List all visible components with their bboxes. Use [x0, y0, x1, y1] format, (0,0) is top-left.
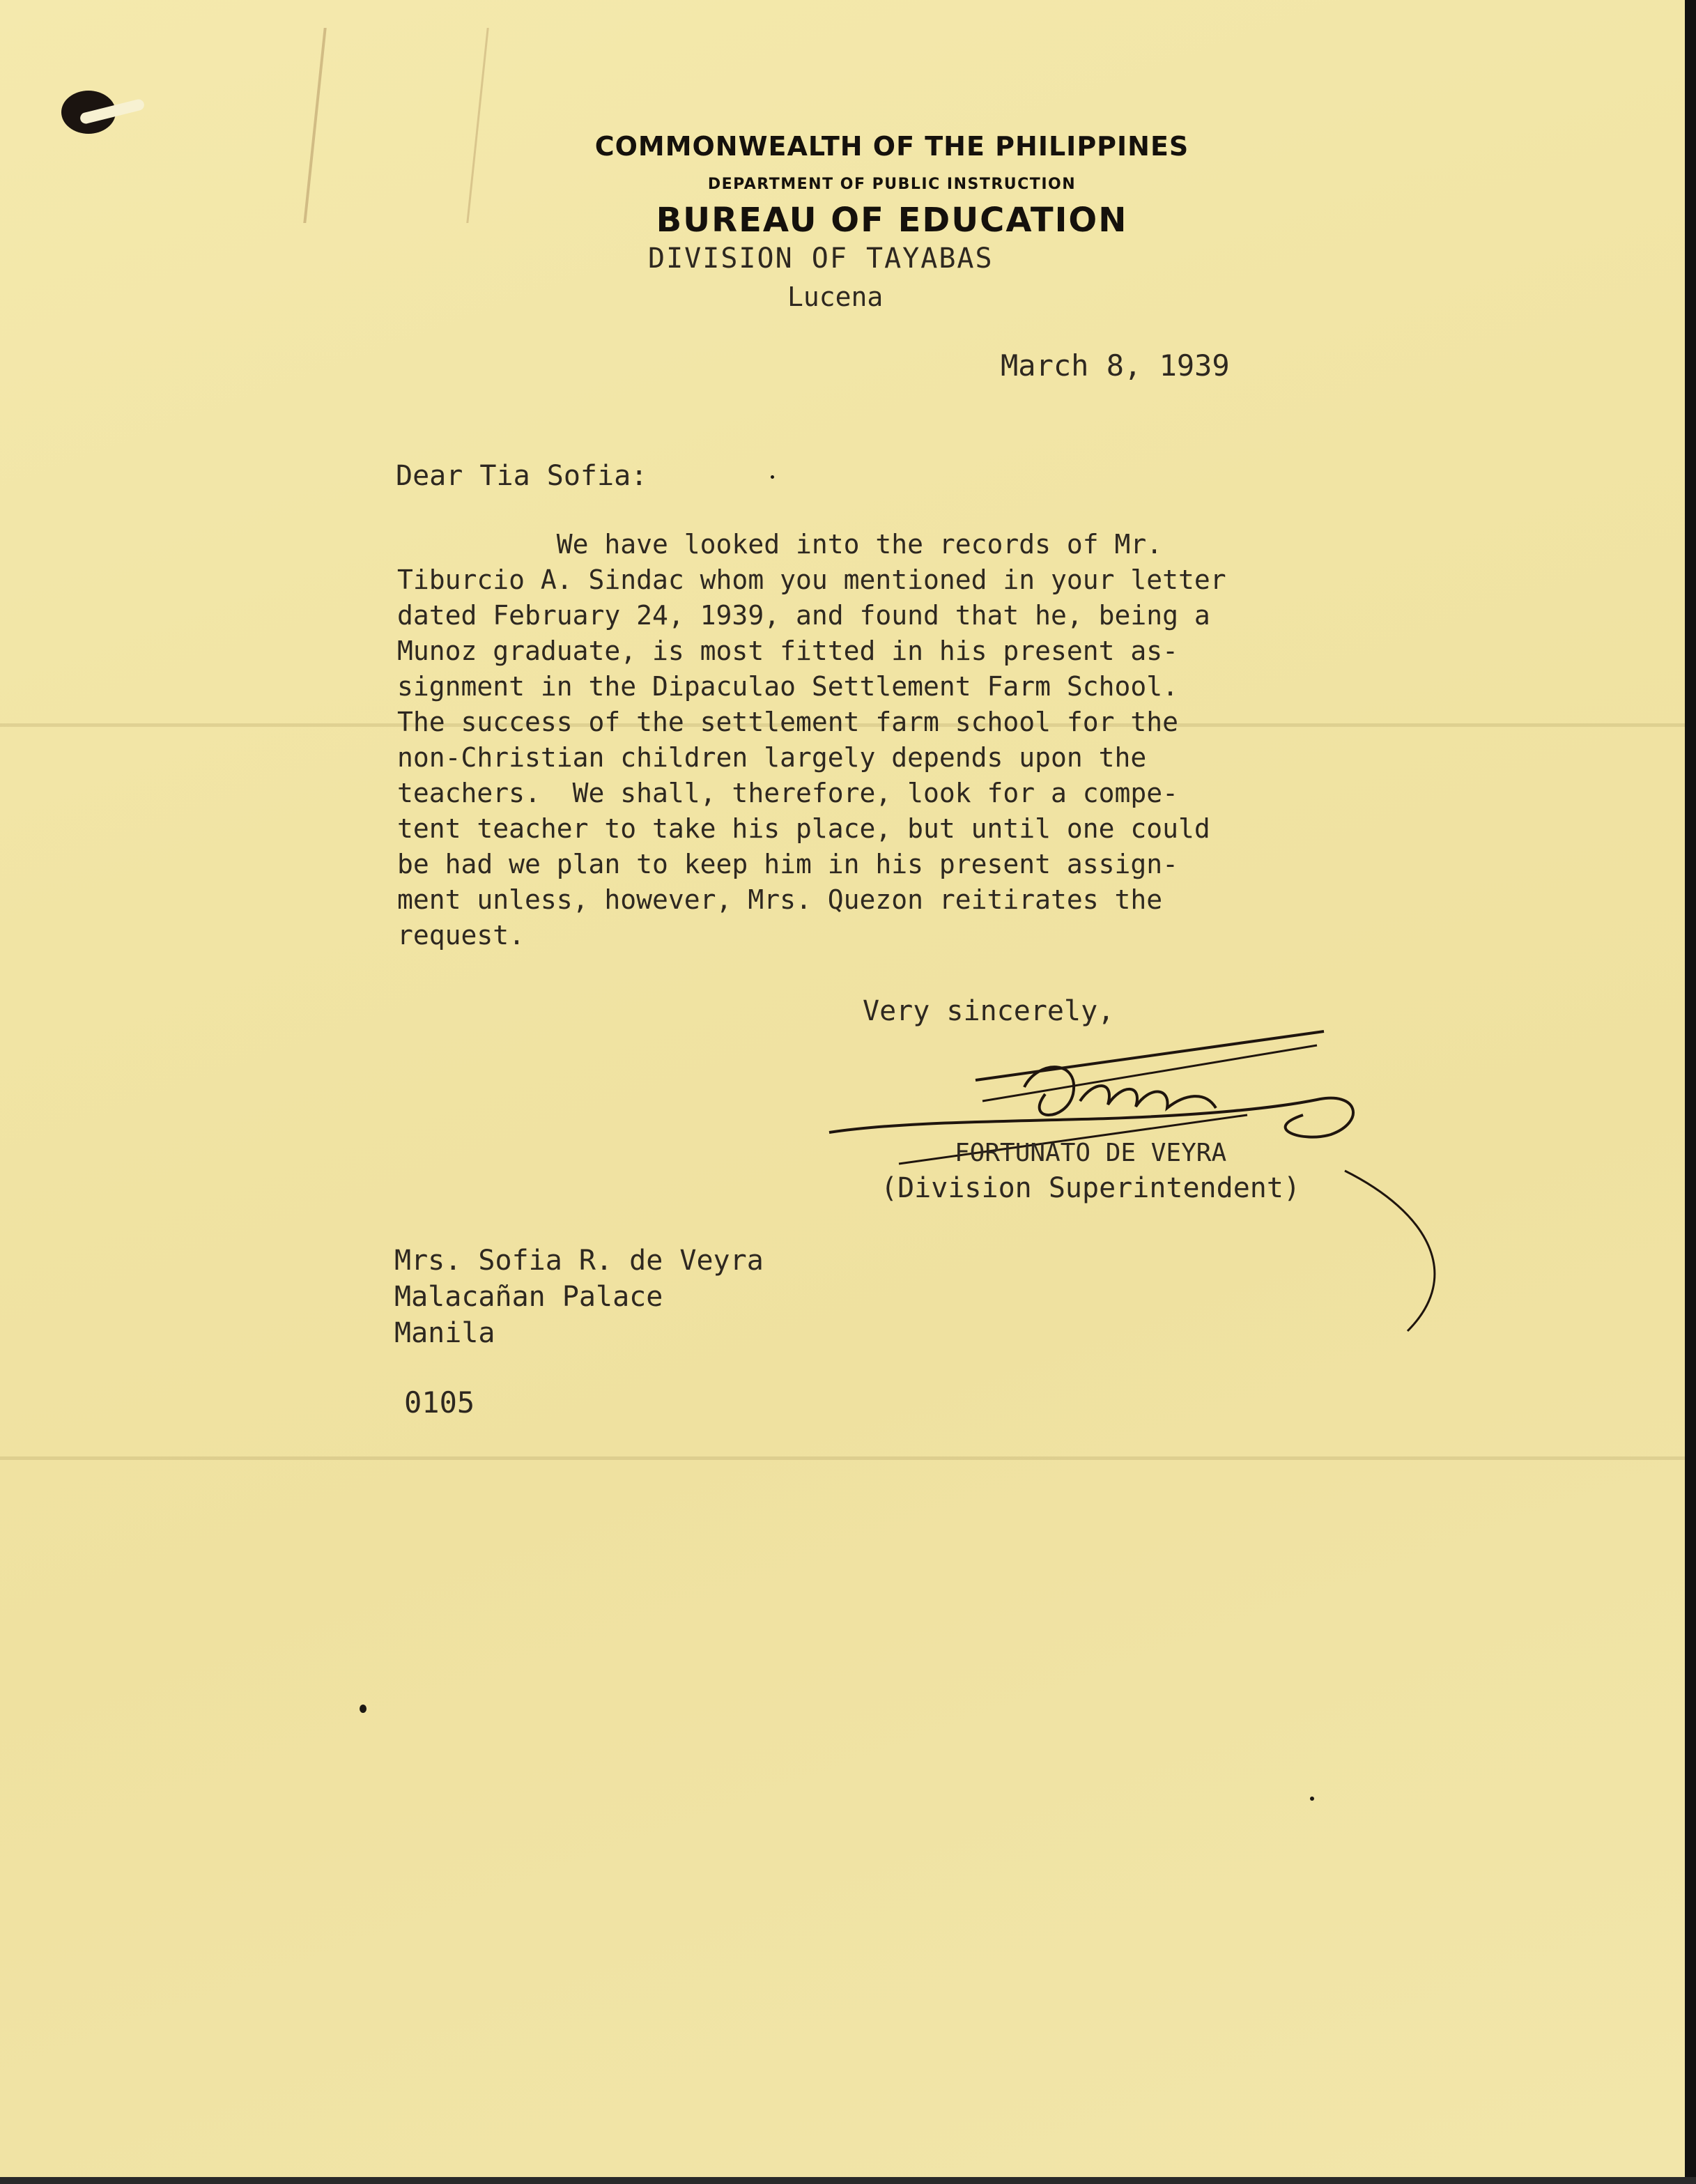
letterhead-bureau: BUREAU OF EDUCATION [656, 201, 1128, 240]
letterhead-division: DIVISION OF TAYABAS [648, 243, 994, 275]
letterhead-commonwealth: COMMONWEALTH OF THE PHILIPPINES [594, 131, 1189, 162]
punch-hole [61, 91, 116, 134]
letter-date: March 8, 1939 [1001, 348, 1230, 383]
scan-border [0, 2177, 1696, 2184]
paper-fold-line [0, 1456, 1696, 1460]
body-line: non-Christian children largely depends upon the [397, 742, 1147, 773]
letter-body [397, 527, 1359, 953]
addressee-name: Mrs. Sofia R. de Veyra [394, 1245, 764, 1277]
body-line: request. [397, 920, 525, 951]
addressee-street: Malacañan Palace [394, 1281, 663, 1313]
reference-number: 0105 [404, 1385, 475, 1420]
signer-name: FORTUNATO DE VEYRA [955, 1139, 1227, 1167]
letterhead-department: DEPARTMENT OF PUBLIC INSTRUCTION [707, 176, 1077, 193]
salutation: Dear Tia Sofia: [396, 460, 648, 492]
letterhead-city: Lucena [787, 282, 884, 312]
body-line: ment unless, however, Mrs. Quezon reitirates the [397, 884, 1163, 915]
body-line: Munoz graduate, is most fitted in his present as- [397, 636, 1179, 666]
ink-speck [1310, 1797, 1314, 1801]
body-line: tent teacher to take his place, but until one could [397, 813, 1210, 844]
ink-speck [771, 475, 774, 479]
signer-title: (Division Superintendent) [881, 1172, 1301, 1204]
body-line: teachers. We shall, therefore, look for a compe- [397, 778, 1179, 808]
body-line: signment in the Dipaculao Settlement Farm School. [397, 671, 1179, 702]
addressee-city: Manila [394, 1317, 495, 1349]
body-line: Tiburcio A. Sindac whom you mentioned in your letter [397, 564, 1226, 595]
body-line: The success of the settlement farm school for the [397, 707, 1179, 737]
scan-border [1685, 0, 1696, 2184]
paper-stain [303, 28, 488, 223]
closing: Very sincerely, [863, 995, 1115, 1027]
body-line: be had we plan to keep him in his present assign- [397, 849, 1179, 879]
body-line: dated February 24, 1939, and found that he, being a [397, 600, 1210, 631]
body-line: We have looked into the records of Mr. [397, 529, 1163, 560]
ink-speck [360, 1705, 367, 1713]
